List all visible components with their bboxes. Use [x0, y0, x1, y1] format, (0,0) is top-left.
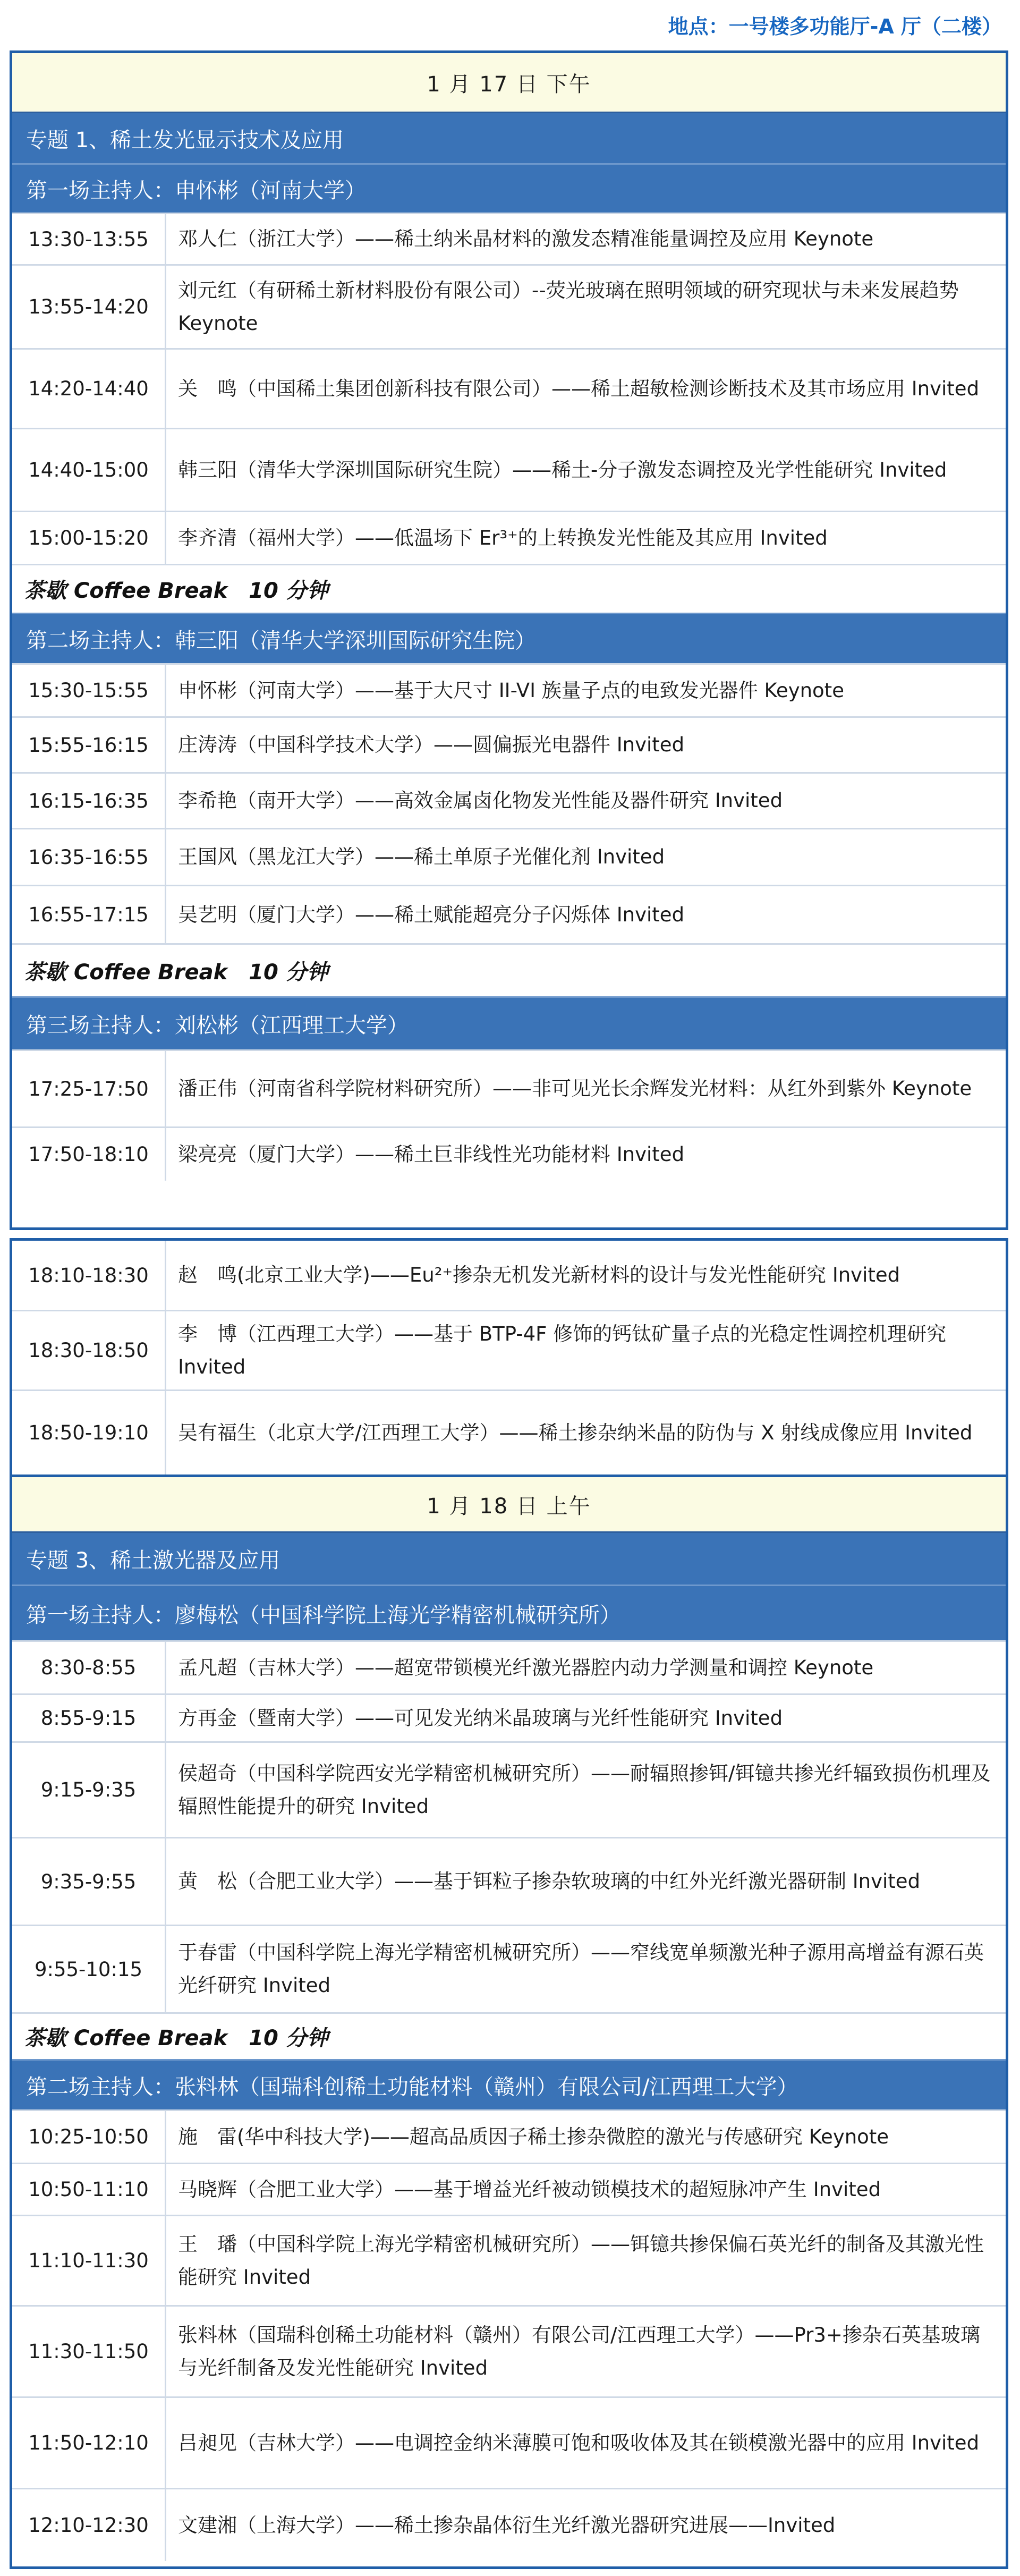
- talk-text: 关 鸣（中国稀土集团创新科技有限公司）——稀土超敏检测诊断技术及其市场应用 Invited: [178, 377, 980, 400]
- talk-text: 吴艺明（厦门大学）——稀土赋能超亮分子闪烁体 Invited: [178, 903, 685, 926]
- talk-row: [12, 828, 1006, 885]
- talk-time: 18:30-18:50: [12, 1311, 166, 1389]
- talk-text: 文建湘（上海大学）——稀土掺杂晶体衍生光纤激光器研究进展——Invited: [178, 2513, 836, 2537]
- date-header: 1 月 17 日 下午: [12, 53, 1006, 112]
- schedule-block-jan17-cont: [10, 1238, 1008, 1477]
- talk-row: [12, 885, 1006, 943]
- talk-text: 韩三阳（清华大学深圳国际研究生院）——稀土-分子激发态调控及光学性能研究 Invited: [178, 458, 947, 481]
- talk-text: 刘元红（有研稀土新材料股份有限公司）--荧光玻璃在照明领域的研究现状与未来发展趋势 Keynote: [178, 278, 959, 335]
- talk-row: [12, 1837, 1006, 1925]
- talk-text: 孟凡超（吉林大学）——超宽带锁模光纤激光器腔内动力学测量和调控 Keynote: [178, 1656, 874, 1679]
- session-host: 第一场主持人：廖梅松（中国科学院上海光学精密机械研究所）: [12, 1584, 1006, 1640]
- talk-row: [12, 348, 1006, 428]
- talk-row: [12, 1389, 1006, 1475]
- date-header: 1 月 18 日 上午: [12, 1477, 1006, 1531]
- talk-row: [12, 1640, 1006, 1693]
- talk-time: 15:00-15:20: [12, 512, 166, 564]
- talk-text: 王 璠（中国科学院上海光学精密机械研究所）——铒镱共掺保偏石英光纤的制备及其激光性能研究 Invited: [178, 2232, 984, 2289]
- session-host: 第二场主持人：张料林（国瑞科创稀土功能材料（赣州）有限公司/江西理工大学）: [12, 2059, 1006, 2109]
- talk-text: 梁亮亮（厦门大学）——稀土巨非线性光功能材料 Invited: [178, 1142, 685, 1166]
- talk-row: [12, 1126, 1006, 1181]
- talk-time: 13:55-14:20: [12, 266, 166, 348]
- talk-row: [12, 2109, 1006, 2163]
- talk-text: 王国风（黑龙江大学）——稀土单原子光催化剂 Invited: [178, 845, 665, 868]
- talk-text: 邓人仁（浙江大学）——稀土纳米晶材料的激发态精准能量调控及应用 Keynote: [178, 227, 874, 250]
- talk-time: 17:50-18:10: [12, 1128, 166, 1181]
- topic-header: 专题 1、稀土发光显示技术及应用: [12, 112, 1006, 163]
- talk-time: 11:30-11:50: [12, 2307, 166, 2396]
- session-host: 第三场主持人：刘松彬（江西理工大学）: [12, 996, 1006, 1049]
- talk-row: [12, 264, 1006, 348]
- talk-row: [12, 213, 1006, 264]
- talk-row: [12, 1049, 1006, 1126]
- talk-row: [12, 1925, 1006, 2012]
- talk-row: [12, 2215, 1006, 2305]
- talk-row: [12, 2305, 1006, 2396]
- talk-time: 16:55-17:15: [12, 886, 166, 943]
- talk-text: 于春雷（中国科学院上海光学精密机械研究所）——窄线宽单频激光种子源用高增益有源石英光纤研究 Invited: [178, 1941, 984, 1997]
- talk-time: 14:40-15:00: [12, 429, 166, 511]
- coffee-break: 茶歇 Coffee Break 10 分钟: [12, 2012, 1006, 2059]
- talk-row: [12, 2396, 1006, 2488]
- talk-text: 方再金（暨南大学）——可见发光纳米晶玻璃与光纤性能研究 Invited: [178, 1706, 783, 1730]
- talk-time: 9:35-9:55: [12, 1838, 166, 1925]
- session-host: 第二场主持人：韩三阳（清华大学深圳国际研究生院）: [12, 613, 1006, 663]
- talk-text: 潘正伟（河南省科学院材料研究所）——非可见光长余辉发光材料：从红外到紫外 Keynote: [178, 1077, 972, 1100]
- talk-time: 17:25-17:50: [12, 1051, 166, 1126]
- talk-row: [12, 1741, 1006, 1837]
- talk-time: 11:50-12:10: [12, 2398, 166, 2488]
- talk-text: 李希艳（南开大学）——高效金属卤化物发光性能及器件研究 Invited: [178, 789, 783, 812]
- talk-text: 申怀彬（河南大学）——基于大尺寸 II-VI 族量子点的电致发光器件 Keynote: [178, 679, 844, 702]
- talk-row: [12, 772, 1006, 828]
- talk-text: 侯超奇（中国科学院西安光学精密机械研究所）——耐辐照掺铒/铒镱共掺光纤辐致损伤机理及辐照性能提升的研究 Invited: [178, 1761, 991, 1818]
- talk-row: [12, 1241, 1006, 1310]
- talk-row: [12, 716, 1006, 772]
- talk-row: [12, 2488, 1006, 2561]
- coffee-break: 茶歇 Coffee Break 10 分钟: [12, 943, 1006, 996]
- talk-row: [12, 2163, 1006, 2215]
- talk-text: 马晓辉（合肥工业大学）——基于增益光纤被动锁模技术的超短脉冲产生 Invited: [178, 2177, 881, 2201]
- talk-time: 13:30-13:55: [12, 214, 166, 264]
- talk-text: 张料林（国瑞科创稀土功能材料（赣州）有限公司/江西理工大学）——Pr3+掺杂石英基玻璃与光纤制备及发光性能研究 Invited: [178, 2323, 980, 2379]
- talk-text: 吴有福生（北京大学/江西理工大学）——稀土掺杂纳米晶的防伪与 X 射线成像应用 Invited: [178, 1421, 973, 1444]
- schedule-block-jan17: [10, 50, 1008, 1230]
- coffee-break: 茶歇 Coffee Break 10 分钟: [12, 564, 1006, 613]
- talk-time: 8:30-8:55: [12, 1642, 166, 1693]
- talk-text: 李齐清（福州大学）——低温场下 Er³⁺的上转换发光性能及其应用 Invited: [178, 526, 828, 549]
- talk-time: 15:55-16:15: [12, 718, 166, 772]
- talk-text: 黄 松（合肥工业大学）——基于铒粒子掺杂软玻璃的中红外光纤激光器研制 Invited: [178, 1870, 921, 1893]
- talk-row: [12, 663, 1006, 716]
- talk-time: 16:35-16:55: [12, 829, 166, 885]
- venue-location: 地点：一号楼多功能厅-A 厅（二楼）: [668, 14, 1002, 38]
- talk-text: 吕昶见（吉林大学）——电调控金纳米薄膜可饱和吸收体及其在锁模激光器中的应用 Invited: [178, 2431, 980, 2454]
- talk-time: 10:50-11:10: [12, 2164, 166, 2215]
- talk-text: 施 雷(华中科技大学)——超高品质因子稀土掺杂微腔的激光与传感研究 Keynote: [178, 2125, 889, 2148]
- session-host: 第一场主持人：申怀彬（河南大学）: [12, 163, 1006, 213]
- talk-time: 8:55-9:15: [12, 1695, 166, 1741]
- talk-time: 12:10-12:30: [12, 2489, 166, 2561]
- talk-time: 18:10-18:30: [12, 1241, 166, 1310]
- talk-time: 9:55-10:15: [12, 1926, 166, 2012]
- talk-row: [12, 1693, 1006, 1741]
- talk-row: [12, 428, 1006, 511]
- topic-header: 专题 3、稀土激光器及应用: [12, 1531, 1006, 1584]
- talk-time: 10:25-10:50: [12, 2111, 166, 2163]
- talk-text: 庄涛涛（中国科学技术大学）——圆偏振光电器件 Invited: [178, 733, 685, 756]
- talk-time: 16:15-16:35: [12, 774, 166, 828]
- talk-time: 14:20-14:40: [12, 350, 166, 428]
- talk-time: 9:15-9:35: [12, 1743, 166, 1837]
- talk-time: 15:30-15:55: [12, 665, 166, 716]
- talk-text: 李 博（江西理工大学）——基于 BTP-4F 修饰的钙钛矿量子点的光稳定性调控机理研究 Invited: [178, 1322, 947, 1378]
- talk-row: [12, 511, 1006, 564]
- talk-time: 11:10-11:30: [12, 2216, 166, 2305]
- schedule-block-jan18: [10, 1475, 1008, 2569]
- talk-time: 18:50-19:10: [12, 1391, 166, 1475]
- talk-text: 赵 鸣(北京工业大学)——Eu²⁺掺杂无机发光新材料的设计与发光性能研究 Invited: [178, 1264, 900, 1286]
- talk-row: [12, 1310, 1006, 1389]
